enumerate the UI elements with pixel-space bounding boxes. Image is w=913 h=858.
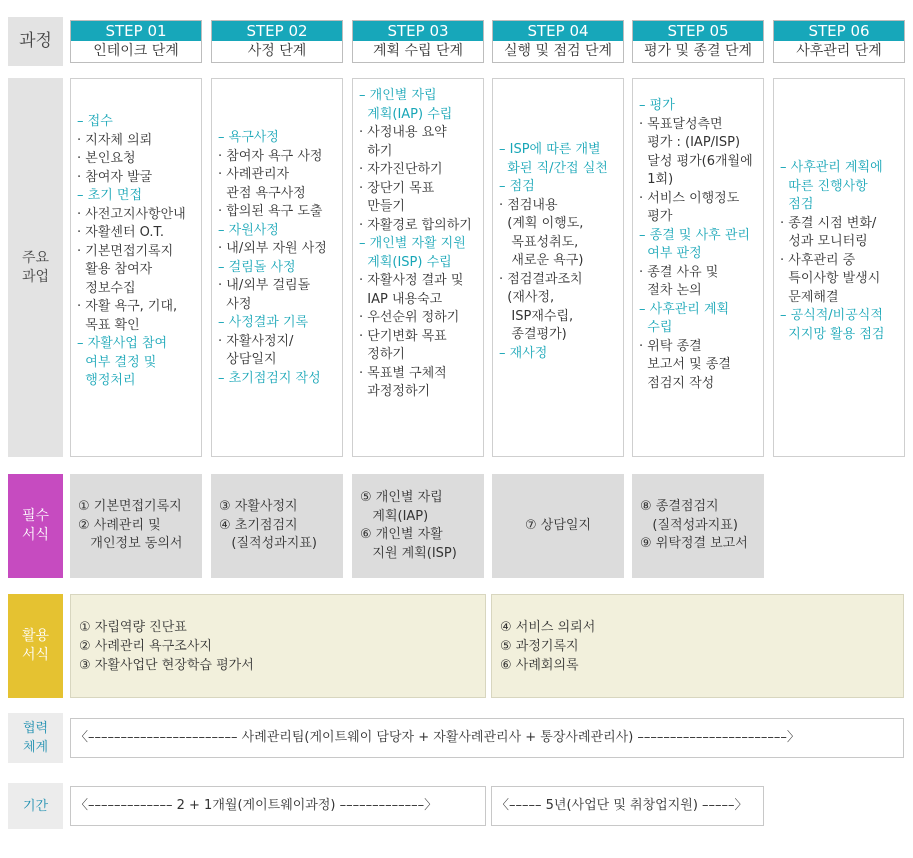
task-heading: – 사후관리 계획 [639,301,730,317]
utility-form-box-2 [491,594,904,698]
task-item: 하기 [359,143,393,159]
task-heading: – 종결 및 사후 관리 [639,227,750,243]
utility-form-item: ④ 서비스 의뢰서 [500,619,596,635]
step-label: STEP 02 [212,21,342,41]
utility-form-item: ② 사례관리 욕구조사지 [79,638,212,654]
task-item: 활용 참여자 [77,262,153,277]
task-heading: 따른 진행사항 [780,178,868,194]
required-form-box-3 [352,474,484,578]
required-form-item: (질적성과지표) [640,517,738,533]
step-label: STEP 06 [774,21,904,41]
utility-form-item: ③ 자활사업단 현장학습 평가서 [79,657,254,673]
utility-form-box-1 [70,594,486,698]
row-label-required-forms [8,474,63,578]
step-header-5 [632,20,764,63]
task-item: · 자가진단하기 [359,162,443,177]
task-heading: – 초기 면접 [77,188,142,203]
task-item: · 사례관리자 [218,167,290,182]
step-name: 평가 및 종결 단계 [643,43,753,59]
task-item: · 사정내용 요약 [359,125,447,140]
task-item: · 종결 시점 변화/ [780,215,877,231]
task-item: 종결평가) [499,327,567,342]
task-box-step-2 [211,78,343,457]
task-heading: 지지망 활용 점검 [780,326,885,342]
task-item: · 기본면접기록지 [77,243,174,259]
task-heading: – 욕구사정 [218,130,279,145]
task-item: 달성 평가(6개월에 [639,153,753,169]
row-label-tasks-line1: 주요 [21,249,50,266]
step-header-2 [211,20,343,63]
row-label-utility-line2: 서식 [21,647,50,663]
task-item: · 자활사정지/ [218,333,294,349]
required-form-box-1 [70,474,202,578]
task-item: 정하기 [359,347,405,362]
required-form-item: ⑧ 종결점검지 [640,499,719,515]
row-label-cooperation-line2: 체계 [22,740,49,755]
task-item: · 점검결과조치 [499,271,583,287]
required-form-box-4 [492,474,624,578]
utility-form-item: ⑤ 과정기록지 [500,638,579,654]
step-header-3 [352,20,484,63]
task-item: 만들기 [359,199,405,214]
step-name: 인테이크 단계 [93,43,179,59]
task-heading: – 사정결과 기록 [218,315,309,330]
step-label: STEP 03 [353,21,483,41]
row-label-cooperation [8,713,63,763]
task-item: · 사후관리 중 [780,252,856,268]
task-heading: 여부 판정 [639,246,702,261]
utility-form-item: ① 자립역량 진단표 [79,619,187,635]
task-item: · 종결 사유 및 [639,264,719,280]
period-long-text: 〈––––– 5년(사업단 및 취창업지원) –––––〉 [496,798,748,813]
step-label: STEP 01 [71,21,201,41]
utility-form-item: ⑥ 사례회의록 [500,657,579,673]
row-label-utility-forms [8,594,63,698]
task-box-step-5 [632,78,764,457]
task-box-step-4 [492,78,624,457]
task-item: · 목표달성측면 [639,116,723,132]
step-name: 사후관리 단계 [796,43,882,59]
required-form-item: ⑨ 위탁정결 보고서 [640,536,748,552]
row-label-tasks [8,78,63,457]
step-name: 계획 수립 단계 [372,43,464,59]
task-item: 점검지 작성 [639,375,715,391]
task-item: · 참여자 욕구 사정 [218,148,323,164]
task-item: 1회) [639,172,674,187]
task-heading: – 자원사정 [218,222,279,238]
task-heading: – 자활사업 참여 [77,336,168,351]
row-label-required-line1: 필수 [21,508,50,524]
task-heading: – 접수 [77,114,113,129]
required-form-item: ⑥ 개인별 자활 [360,527,443,542]
step-label: STEP 05 [633,21,763,41]
task-box-step-6 [773,78,905,457]
required-form-box-2 [211,474,343,578]
task-item: · 자활사정 결과 및 [359,273,464,288]
task-item: · 내/외부 걸림돌 [218,278,311,293]
task-item: · 본인요청 [77,151,136,166]
task-item: 평가 [639,209,673,224]
task-item: 성과 모니터링 [780,234,868,249]
required-form-item: ④ 초기점검지 [219,517,298,533]
task-item: · 참여자 발굴 [77,169,153,185]
required-form-item: 계획(IAP) [360,508,429,524]
task-item: · 장단기 목표 [359,180,435,196]
task-item: 과정정하기 [359,384,431,399]
period-lane-gateway [70,786,486,826]
task-heading: – 재사정 [499,345,548,361]
task-heading: 여부 결정 및 [77,354,157,370]
task-item: · 자활 욕구, 기대, [77,299,178,314]
task-item: 문제해결 [780,289,839,305]
task-item: 절차 논의 [639,283,702,298]
task-item: · 내/외부 자원 사정 [218,241,327,256]
row-label-process: 과정 [8,17,63,66]
required-form-item: 지원 계획(ISP) [360,545,457,561]
task-item: (계획 이행도, [499,216,584,231]
step-label: STEP 04 [493,21,623,41]
task-item: 보고서 및 종결 [639,357,731,372]
task-item: 사정 [218,296,252,312]
task-item: ISP재수립, [499,308,574,324]
task-heading: – 초기점검지 작성 [218,370,321,386]
cooperation-text: 〈––––––––––––––––––––––– 사례관리팀(게이트웨이 담당자 + 자활사례관리사 + 통장사례관리사) –––––––––––––––––––––––〉 [75,730,800,745]
required-form-box-5 [632,474,764,578]
row-label-period: 기간 [8,783,63,829]
task-item: · 합의된 욕구 도출 [218,204,323,219]
period-gateway-text: 〈––––––––––––– 2 + 1개월(게이트웨이과정) –––––––––––––〉 [75,798,438,813]
required-form-item: ② 사례관리 및 [78,517,161,533]
required-form-item: ③ 자활사정지 [219,499,298,515]
task-item: · 목표별 구체적 [359,365,447,381]
task-item: 목표 확인 [77,317,140,333]
required-form-item: 개인정보 동의서 [78,536,183,552]
row-label-required-line2: 서식 [21,527,50,543]
step-header-1 [70,20,202,63]
task-item: · 점검내용 [499,197,558,213]
task-heading: – 공식적/비공식적 [780,308,883,323]
step-name: 실행 및 점검 단계 [503,43,613,59]
task-item: 상담일지 [218,352,277,367]
task-item: 특이사항 발생시 [780,271,881,286]
required-form-item: ⑦ 상담일지 [524,517,592,533]
task-box-step-1 [70,78,202,457]
task-item: 새로운 욕구) [499,253,584,268]
task-heading: – 사후관리 계획에 [780,160,883,175]
task-item: (재사정, [499,290,555,305]
step-name: 사정 단계 [247,43,307,59]
task-heading: – 평가 [639,98,675,113]
task-heading: 계획(ISP) 수립 [359,254,452,270]
required-form-item: ① 기본면접기록지 [78,499,182,515]
task-item: · 자활경로 합의하기 [359,217,472,233]
task-heading: 화된 직/간접 실천 [499,160,608,176]
step-header-4 [492,20,624,63]
row-label-cooperation-line1: 협력 [22,721,49,736]
cooperation-lane [70,718,904,758]
task-heading: – ISP에 따른 개별 [499,142,601,157]
row-label-tasks-line2: 과업 [21,268,50,285]
required-form-item: ⑤ 개인별 자립 [360,490,443,505]
task-item: · 우선순위 정하기 [359,310,460,325]
task-item: · 서비스 이행정도 [639,190,740,206]
task-heading: – 개인별 자활 지원 [359,236,466,251]
task-item: 평가 : (IAP/ISP) [639,135,741,150]
task-item: · 지자체 의뢰 [77,132,153,148]
task-item: 목표성취도, [499,234,579,250]
task-heading: – 개인별 자립 [359,88,437,103]
task-heading: 수립 [639,320,673,335]
task-heading: 계획(IAP) 수립 [359,106,453,122]
task-heading: 행정처리 [77,373,136,388]
task-item: IAP 내용숙고 [359,291,443,307]
row-label-utility-line1: 활용 [21,628,50,644]
task-item: · 단기변화 목표 [359,328,447,344]
task-item: · 사전고지사항안내 [77,206,186,222]
task-item: 정보수집 [77,280,136,296]
task-heading: 점검 [780,197,814,212]
task-item: · 자활센터 O.T. [77,225,164,240]
required-form-item: (질적성과지표) [219,536,317,552]
task-box-step-3 [352,78,484,457]
period-lane-long [491,786,764,826]
task-heading: – 점검 [499,179,535,194]
step-header-6 [773,20,905,63]
task-item: 관점 욕구사정 [218,185,306,201]
task-heading: – 걸림돌 사정 [218,259,296,275]
task-item: · 위탁 종결 [639,338,702,354]
